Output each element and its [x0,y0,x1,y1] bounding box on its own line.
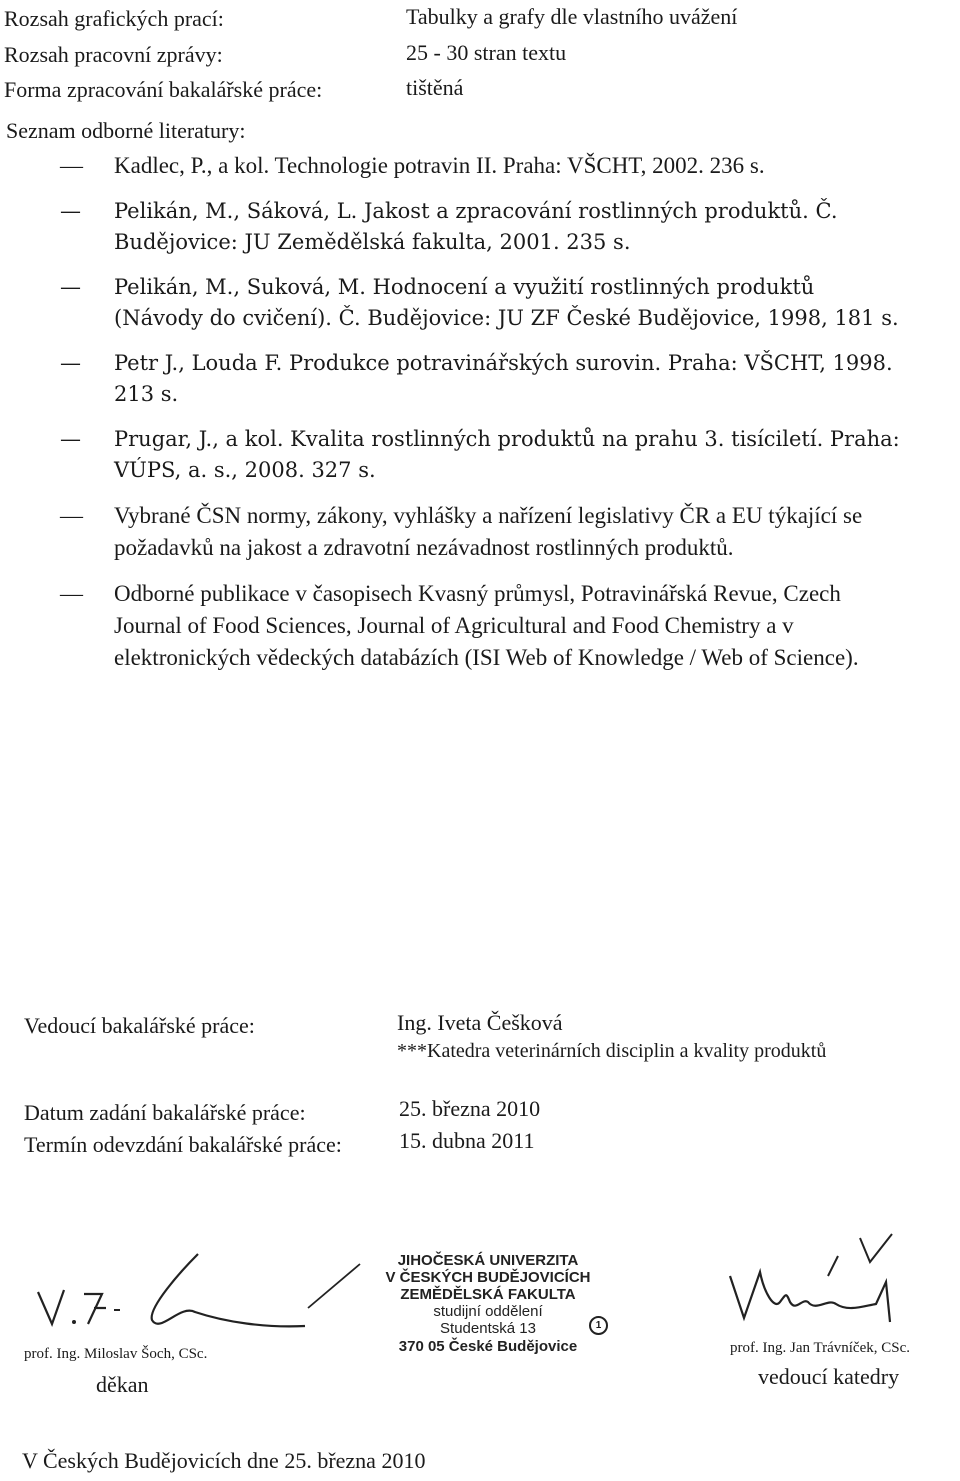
stamp-stroke-mark [300,1262,360,1312]
stamp-line: Studentská 13 [440,1320,536,1337]
literature-item-text: Odborné publikace v časopisech Kvasný průmysl, Potravinářská Revue, Czech Journal of Food Sciences, Journal of Agricultural and Food Chemistry a v elektronických vědeckých databázích (ISI Web of Knowledge / Web of Science). [114,581,859,670]
graphics-scope-label: Rozsah grafických prací: [4,6,224,31]
literature-item [60,150,905,182]
literature-item-text: Kadlec, P., a kol. Technologie potravin II. Praha: VŠCHT, 2002. 236 s. [114,153,765,178]
literature-item-text: Vybrané ČSN normy, zákony, vyhlášky a nařízení legislativy ČR a EU týkající se požadavků na jakost a zdravotní nezávadnost rostlinných produktů. [114,503,863,560]
literature-item-text: Petr J., Louda F. Produkce potravinářských surovin. Praha: VŠCHT, 1998. 213 s. [114,351,893,406]
literature-item [60,196,905,258]
list-dash: — [60,199,81,223]
supervisor-department: ***Katedra veterinárních disciplin a kvality produktů [397,1040,827,1062]
literature-item [60,424,905,486]
assignment-date-label: Datum zadání bakalářské práce: [24,1100,306,1125]
report-scope-value: 25 - 30 stran textu [406,40,567,65]
list-dash: — [60,275,81,299]
literature-item-text: Pelikán, M., Sáková, L. Jakost a zpracování rostlinných produktů. Č. Budějovice: JU Zemědělská fakulta, 2001. 235 s. [114,199,838,254]
list-dash: — [60,581,83,606]
faculty-stamp [368,1252,608,1370]
stamp-line: V ČESKÝCH BUDĚJOVICÍCH [385,1269,591,1286]
stamp-line: ZEMĚDĚLSKÁ FAKULTA [400,1286,576,1303]
literature-item-text: Prugar, J., a kol. Kvalita rostlinných produktů na prahu 3. tisíciletí. Praha: VÚPS, a. s., 2008. 327 s. [114,427,900,482]
thesis-form-label: Forma zpracování bakalářské práce: [4,77,323,102]
stamp-line: JIHOČESKÁ UNIVERZITA [397,1252,579,1269]
department-head-title: vedoucí katedry [758,1364,900,1389]
list-dash: — [60,351,81,375]
literature-item [60,500,905,564]
stamp-line: 370 05 České Budějovice [398,1338,578,1355]
supervisor-label: Vedoucí bakalářské práce: [24,1013,255,1038]
place-and-date: V Českých Budějovicích dne 25. března 2010 [22,1448,426,1473]
list-dash: — [60,427,81,451]
assignment-date-value: 25. března 2010 [399,1096,541,1121]
literature-item [60,272,905,334]
department-head-signature [720,1232,920,1332]
stamp-number-mark: 1 [589,1316,608,1335]
list-dash: — [60,503,83,528]
literature-item-text: Pelikán, M., Suková, M. Hodnocení a využití rostlinných produktů (Návody do cvičení). Č. Budějovice: JU ZF České Budějovice, 1998, 181 s. [114,275,899,330]
literature-item [60,348,905,410]
dean-signature [30,1250,330,1340]
stamp-line: studijní oddělení [433,1303,543,1320]
dean-name: prof. Ing. Miloslav Šoch, CSc. [24,1346,208,1362]
department-head-name: prof. Ing. Jan Trávníček, CSc. [730,1340,910,1356]
literature-title: Seznam odborné literatury: [6,118,246,143]
literature-list [60,150,905,684]
supervisor-name: Ing. Iveta Češková [397,1010,563,1035]
report-scope-label: Rozsah pracovní zprávy: [4,42,223,67]
literature-item [60,578,905,674]
thesis-form-value: tištěná [406,75,464,100]
graphics-scope-value: Tabulky a grafy dle vlastního uvážení [406,4,738,29]
list-dash: — [60,153,83,178]
submission-date-value: 15. dubna 2011 [399,1128,535,1153]
dean-title: děkan [96,1372,149,1397]
submission-date-label: Termín odevzdání bakalářské práce: [24,1132,342,1157]
